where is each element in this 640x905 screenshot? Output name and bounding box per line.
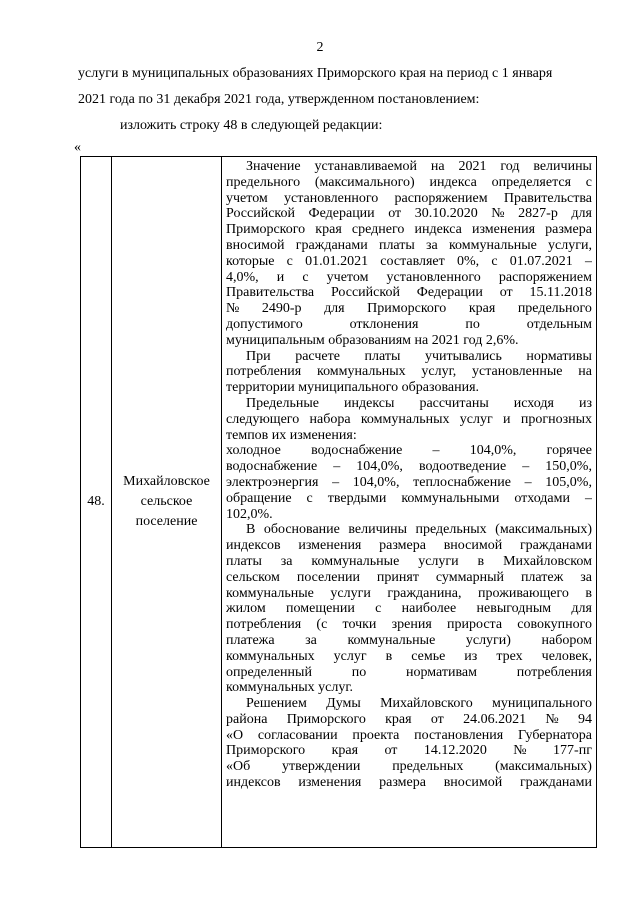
content-word: №: [513, 743, 527, 759]
open-quote: «: [74, 140, 81, 155]
content-word: человек,: [541, 648, 592, 664]
content-word: платежа: [226, 632, 275, 648]
content-word: Приморского: [226, 222, 306, 238]
content-word: допустимого: [226, 316, 303, 332]
content-word: края: [468, 301, 496, 317]
content-line: [226, 538, 592, 554]
content-word: по: [351, 664, 367, 680]
content-line: [226, 412, 592, 428]
content-line: [226, 222, 592, 238]
content-word: год: [500, 159, 520, 174]
content-word: Правительства: [226, 285, 315, 301]
content-word: помещении: [286, 601, 355, 617]
content-word: наиболее: [401, 601, 457, 617]
content-word: Думы: [326, 696, 361, 712]
content-line: [226, 507, 592, 523]
content-line: [226, 238, 592, 254]
content-line: [226, 696, 592, 712]
content-word: следующего: [226, 411, 300, 427]
content-word: от: [430, 711, 444, 727]
content-word: набора: [309, 411, 351, 427]
content-word: коммунальные: [311, 553, 400, 569]
content-line: [226, 617, 592, 633]
content-word: Михайловского: [380, 696, 473, 712]
municipality-line: сельское: [140, 494, 193, 509]
content-word: Приморского: [367, 301, 447, 317]
content-line: [226, 333, 592, 349]
content-word: 104,0%,: [352, 474, 400, 490]
content-word: учитывались: [424, 348, 502, 364]
content-word: которые: [226, 253, 275, 269]
content-word: потребления: [226, 364, 302, 380]
content-word: с: [491, 253, 498, 269]
content-word: учетом: [326, 269, 369, 285]
content-line: [226, 301, 592, 317]
content-word: твердыми: [327, 490, 387, 506]
content-word: предельных: [392, 759, 464, 775]
content-line: [226, 743, 592, 759]
row-content-cell: [222, 157, 597, 848]
content-word: теплоснабжение: [413, 474, 511, 490]
content-word: нормативы: [526, 348, 592, 364]
content-word: услуги): [465, 632, 511, 648]
content-word: суммарный: [435, 569, 504, 585]
content-word: установленного: [284, 190, 379, 206]
content-word: изменения: [471, 222, 536, 238]
content-line: [226, 522, 592, 538]
content-word: гражданина,: [387, 585, 462, 601]
content-line: [226, 443, 592, 459]
content-word: определенный: [226, 664, 312, 680]
content-word: платы: [226, 553, 262, 569]
content-word: 150,0%,: [545, 459, 592, 475]
content-word: –: [333, 459, 341, 475]
content-word: –: [432, 443, 440, 459]
intro-line-1: услуги в муниципальных образованиях Приморского края на период с 1 января: [78, 66, 553, 81]
content-word: Значение: [246, 159, 301, 174]
content-word: отклонения: [349, 316, 419, 332]
content-word: на: [578, 364, 592, 380]
content-line: [226, 349, 592, 365]
content-word: постановления: [414, 727, 504, 743]
content-word: с: [585, 174, 592, 190]
content-word: коммунальных: [226, 648, 315, 664]
content-word: величины: [348, 522, 408, 538]
content-word: В: [246, 522, 256, 538]
content-line: [226, 728, 592, 744]
content-word: При: [246, 348, 271, 364]
content-word: нормативам: [405, 664, 477, 680]
content-word: 104,0%,: [356, 459, 403, 475]
content-word: платы: [378, 237, 415, 253]
content-word: коммунальных: [360, 411, 450, 427]
content-line: [226, 601, 592, 617]
content-word: коммунальных услуг.: [226, 680, 354, 696]
content-word: территории муниципального образования.: [226, 380, 480, 396]
content-word: Предельные: [246, 395, 319, 411]
content-word: размера: [379, 538, 426, 554]
content-line: [226, 364, 592, 380]
municipality-cell: [112, 157, 222, 848]
content-word: точки: [342, 617, 377, 633]
content-word: гражданами: [519, 775, 592, 791]
content-word: обоснование: [263, 522, 340, 538]
content-word: проекта: [352, 727, 400, 743]
content-line: [226, 175, 592, 191]
content-word: из: [578, 395, 592, 411]
content-line: [226, 206, 592, 222]
content-word: размера: [545, 222, 592, 238]
content-line: [226, 159, 592, 175]
content-word: Федерации: [308, 206, 375, 222]
content-line: [226, 191, 592, 207]
content-word: услуги: [330, 585, 371, 601]
content-word: исходя: [513, 395, 554, 411]
content-word: индекса: [429, 174, 477, 190]
content-word: потребления: [516, 664, 592, 680]
content-word: от: [388, 206, 402, 222]
intro-line-2: 2021 года по 31 декабря 2021 года, утвержденном постановлением:: [78, 92, 480, 107]
municipality-line: Михайловское: [123, 474, 210, 489]
content-word: платы: [364, 348, 401, 364]
content-word: (с: [316, 617, 328, 633]
content-line: [226, 396, 592, 412]
content-word: за: [580, 569, 592, 585]
content-word: муниципальным образованиям на 2021 год 2,6%.: [226, 332, 519, 348]
content-line: [226, 680, 592, 696]
content-word: платеж: [520, 569, 564, 585]
content-line: [226, 270, 592, 286]
content-line: [226, 428, 592, 444]
content-word: с: [375, 601, 382, 617]
content-word: –: [522, 459, 530, 475]
content-word: семье: [411, 648, 446, 664]
content-word: –: [524, 474, 532, 490]
content-word: коммунальные: [448, 237, 537, 253]
content-word: края: [315, 222, 342, 238]
table-row: [81, 157, 597, 848]
content-word: Российской: [226, 206, 295, 222]
content-word: для: [571, 601, 592, 617]
content-word: Федерации: [416, 285, 483, 301]
content-word: коммунальными: [401, 490, 500, 506]
content-word: водоотведение: [418, 459, 507, 475]
content-word: невыгодным: [476, 601, 552, 617]
content-word: зрения: [391, 617, 432, 633]
content-word: размера: [379, 775, 426, 791]
content-line: [226, 285, 592, 301]
content-word: 01.07.2021: [509, 253, 573, 269]
content-word: трех: [496, 648, 523, 664]
content-word: среднего: [351, 222, 405, 238]
content-word: индексы: [344, 395, 395, 411]
content-word: 2490-р: [261, 301, 302, 317]
content-word: учетом: [226, 190, 268, 206]
content-line: [226, 775, 592, 791]
content-word: Российской: [330, 285, 400, 301]
content-word: установленного: [386, 269, 481, 285]
content-word: с: [306, 490, 313, 506]
content-word: индекса: [414, 222, 462, 238]
content-line: [226, 570, 592, 586]
content-line: [226, 712, 592, 728]
content-word: рассчитаны: [419, 395, 489, 411]
content-word: устанавливаемой: [314, 159, 418, 174]
content-word: коммунальных: [316, 364, 406, 380]
content-line: [226, 380, 592, 396]
content-word: (максимальных): [495, 522, 592, 538]
page-number: 2: [316, 40, 324, 55]
content-word: коммунальные: [226, 585, 314, 601]
content-word: от: [499, 285, 513, 301]
content-word: индексов: [226, 538, 281, 554]
content-word: в: [385, 648, 393, 664]
content-word: холодное: [226, 443, 281, 459]
content-word: муниципального: [492, 696, 592, 712]
content-word: горячее: [546, 443, 592, 459]
content-word: и: [503, 411, 511, 427]
content-word: водоснабжение: [311, 443, 403, 459]
content-word: составляет: [380, 253, 445, 269]
content-word: за: [426, 237, 438, 253]
content-word: изменения: [298, 775, 362, 791]
content-word: на: [430, 159, 445, 174]
content-word: Губернатора: [517, 727, 592, 743]
content-word: отдельным: [526, 316, 592, 332]
amendment-table: [80, 156, 597, 848]
content-word: жилом: [226, 601, 266, 617]
content-word: изменения: [298, 538, 362, 554]
content-word: 177-пг: [553, 743, 592, 759]
content-word: в: [477, 553, 485, 569]
content-word: №: [491, 206, 505, 222]
content-line: [226, 759, 592, 775]
content-word: проживающего: [478, 585, 569, 601]
content-word: услуг,: [421, 364, 457, 380]
content-word: Правительства: [503, 190, 592, 206]
content-word: поселении: [296, 569, 360, 585]
content-word: предельного: [517, 301, 592, 317]
content-line: [226, 649, 592, 665]
content-word: 14.12.2020: [423, 743, 487, 759]
content-word: «Об: [226, 759, 251, 775]
content-word: обращение: [226, 490, 292, 506]
municipality-line: поселение: [135, 514, 198, 529]
content-word: прогнозных: [520, 411, 592, 427]
content-word: сельском: [226, 569, 280, 585]
content-word: №: [226, 301, 240, 317]
content-word: набором: [541, 632, 592, 648]
content-word: за: [305, 632, 317, 648]
content-word: прироста: [447, 617, 503, 633]
content-word: 0%,: [456, 253, 480, 269]
content-word: отходами: [514, 490, 570, 506]
content-word: 01.01.2021: [305, 253, 369, 269]
content-word: согласовании: [257, 727, 338, 743]
content-word: утверждении: [282, 759, 361, 775]
intro-line-3: изложить строку 48 в следующей редакции:: [120, 118, 383, 133]
content-word: 2827-р: [518, 206, 558, 222]
content-word: 4,0%,: [226, 269, 259, 285]
content-word: вносимой: [443, 775, 503, 791]
content-word: услуг: [459, 411, 493, 427]
content-word: величины: [533, 159, 592, 174]
content-word: расчете: [295, 348, 340, 364]
content-word: электроэнергия: [226, 474, 319, 490]
content-word: распоряжением: [498, 269, 592, 285]
content-word: совокупного: [517, 617, 592, 633]
content-word: принят: [376, 569, 419, 585]
content-line: [226, 665, 592, 681]
content-line: [226, 554, 592, 570]
content-word: гражданами: [295, 237, 368, 253]
content-word: 104,0%,: [469, 443, 517, 459]
content-word: услуги,: [548, 237, 592, 253]
content-word: с: [286, 253, 293, 269]
content-word: в: [585, 585, 592, 601]
content-word: от: [384, 743, 398, 759]
row-number: 48.: [81, 157, 112, 848]
content-word: –: [584, 253, 592, 269]
content-word: определяется: [491, 174, 572, 190]
content-word: распоряжением: [394, 190, 488, 206]
content-word: для: [324, 301, 345, 317]
content-word: предельного: [226, 174, 301, 190]
content-word: №: [545, 711, 559, 727]
content-word: –: [332, 474, 340, 490]
content-word: 105,0%,: [545, 474, 592, 490]
content-word: 15.11.2018: [529, 285, 592, 301]
content-line: [226, 254, 592, 270]
content-word: с: [302, 269, 309, 285]
content-word: –: [585, 490, 592, 506]
content-word: услуг: [333, 648, 367, 664]
content-word: за: [280, 553, 293, 569]
content-word: вносимой: [226, 237, 285, 253]
content-line: [226, 491, 592, 507]
content-word: услуги: [418, 553, 459, 569]
content-word: для: [571, 206, 592, 222]
content-word: индексов: [226, 775, 281, 791]
content-word: (максимальных): [495, 759, 592, 775]
content-line: [226, 586, 592, 602]
content-word: предельных: [415, 522, 487, 538]
content-word: «О: [226, 727, 244, 743]
content-word: установленные: [472, 364, 563, 380]
content-word: коммунальные: [347, 632, 436, 648]
content-word: (максимального): [314, 174, 415, 190]
content-word: Приморского: [286, 711, 366, 727]
content-word: темпов их изменения:: [226, 427, 357, 443]
content-line: [226, 317, 592, 333]
content-word: 2021: [458, 159, 487, 174]
content-word: водоснабжение: [226, 459, 318, 475]
content-word: края: [385, 711, 412, 727]
content-word: 94: [577, 711, 592, 727]
content-word: гражданами: [519, 538, 592, 554]
content-word: потребления: [226, 617, 302, 633]
content-word: края: [331, 743, 359, 759]
content-line: [226, 475, 592, 491]
content-line: [226, 633, 592, 649]
content-word: из: [464, 648, 478, 664]
content-word: 24.06.2021: [463, 711, 527, 727]
content-word: Приморского: [226, 743, 306, 759]
content-word: района: [226, 711, 268, 727]
content-word: и: [276, 269, 285, 285]
content-word: 102,0%.: [226, 506, 273, 522]
content-word: 30.10.2020: [414, 206, 478, 222]
content-word: вносимой: [443, 538, 503, 554]
content-word: Решением: [246, 696, 307, 712]
content-word: по: [465, 316, 480, 332]
content-word: Михайловском: [503, 553, 592, 569]
row-content-text: [226, 159, 592, 847]
content-line: [226, 459, 592, 475]
